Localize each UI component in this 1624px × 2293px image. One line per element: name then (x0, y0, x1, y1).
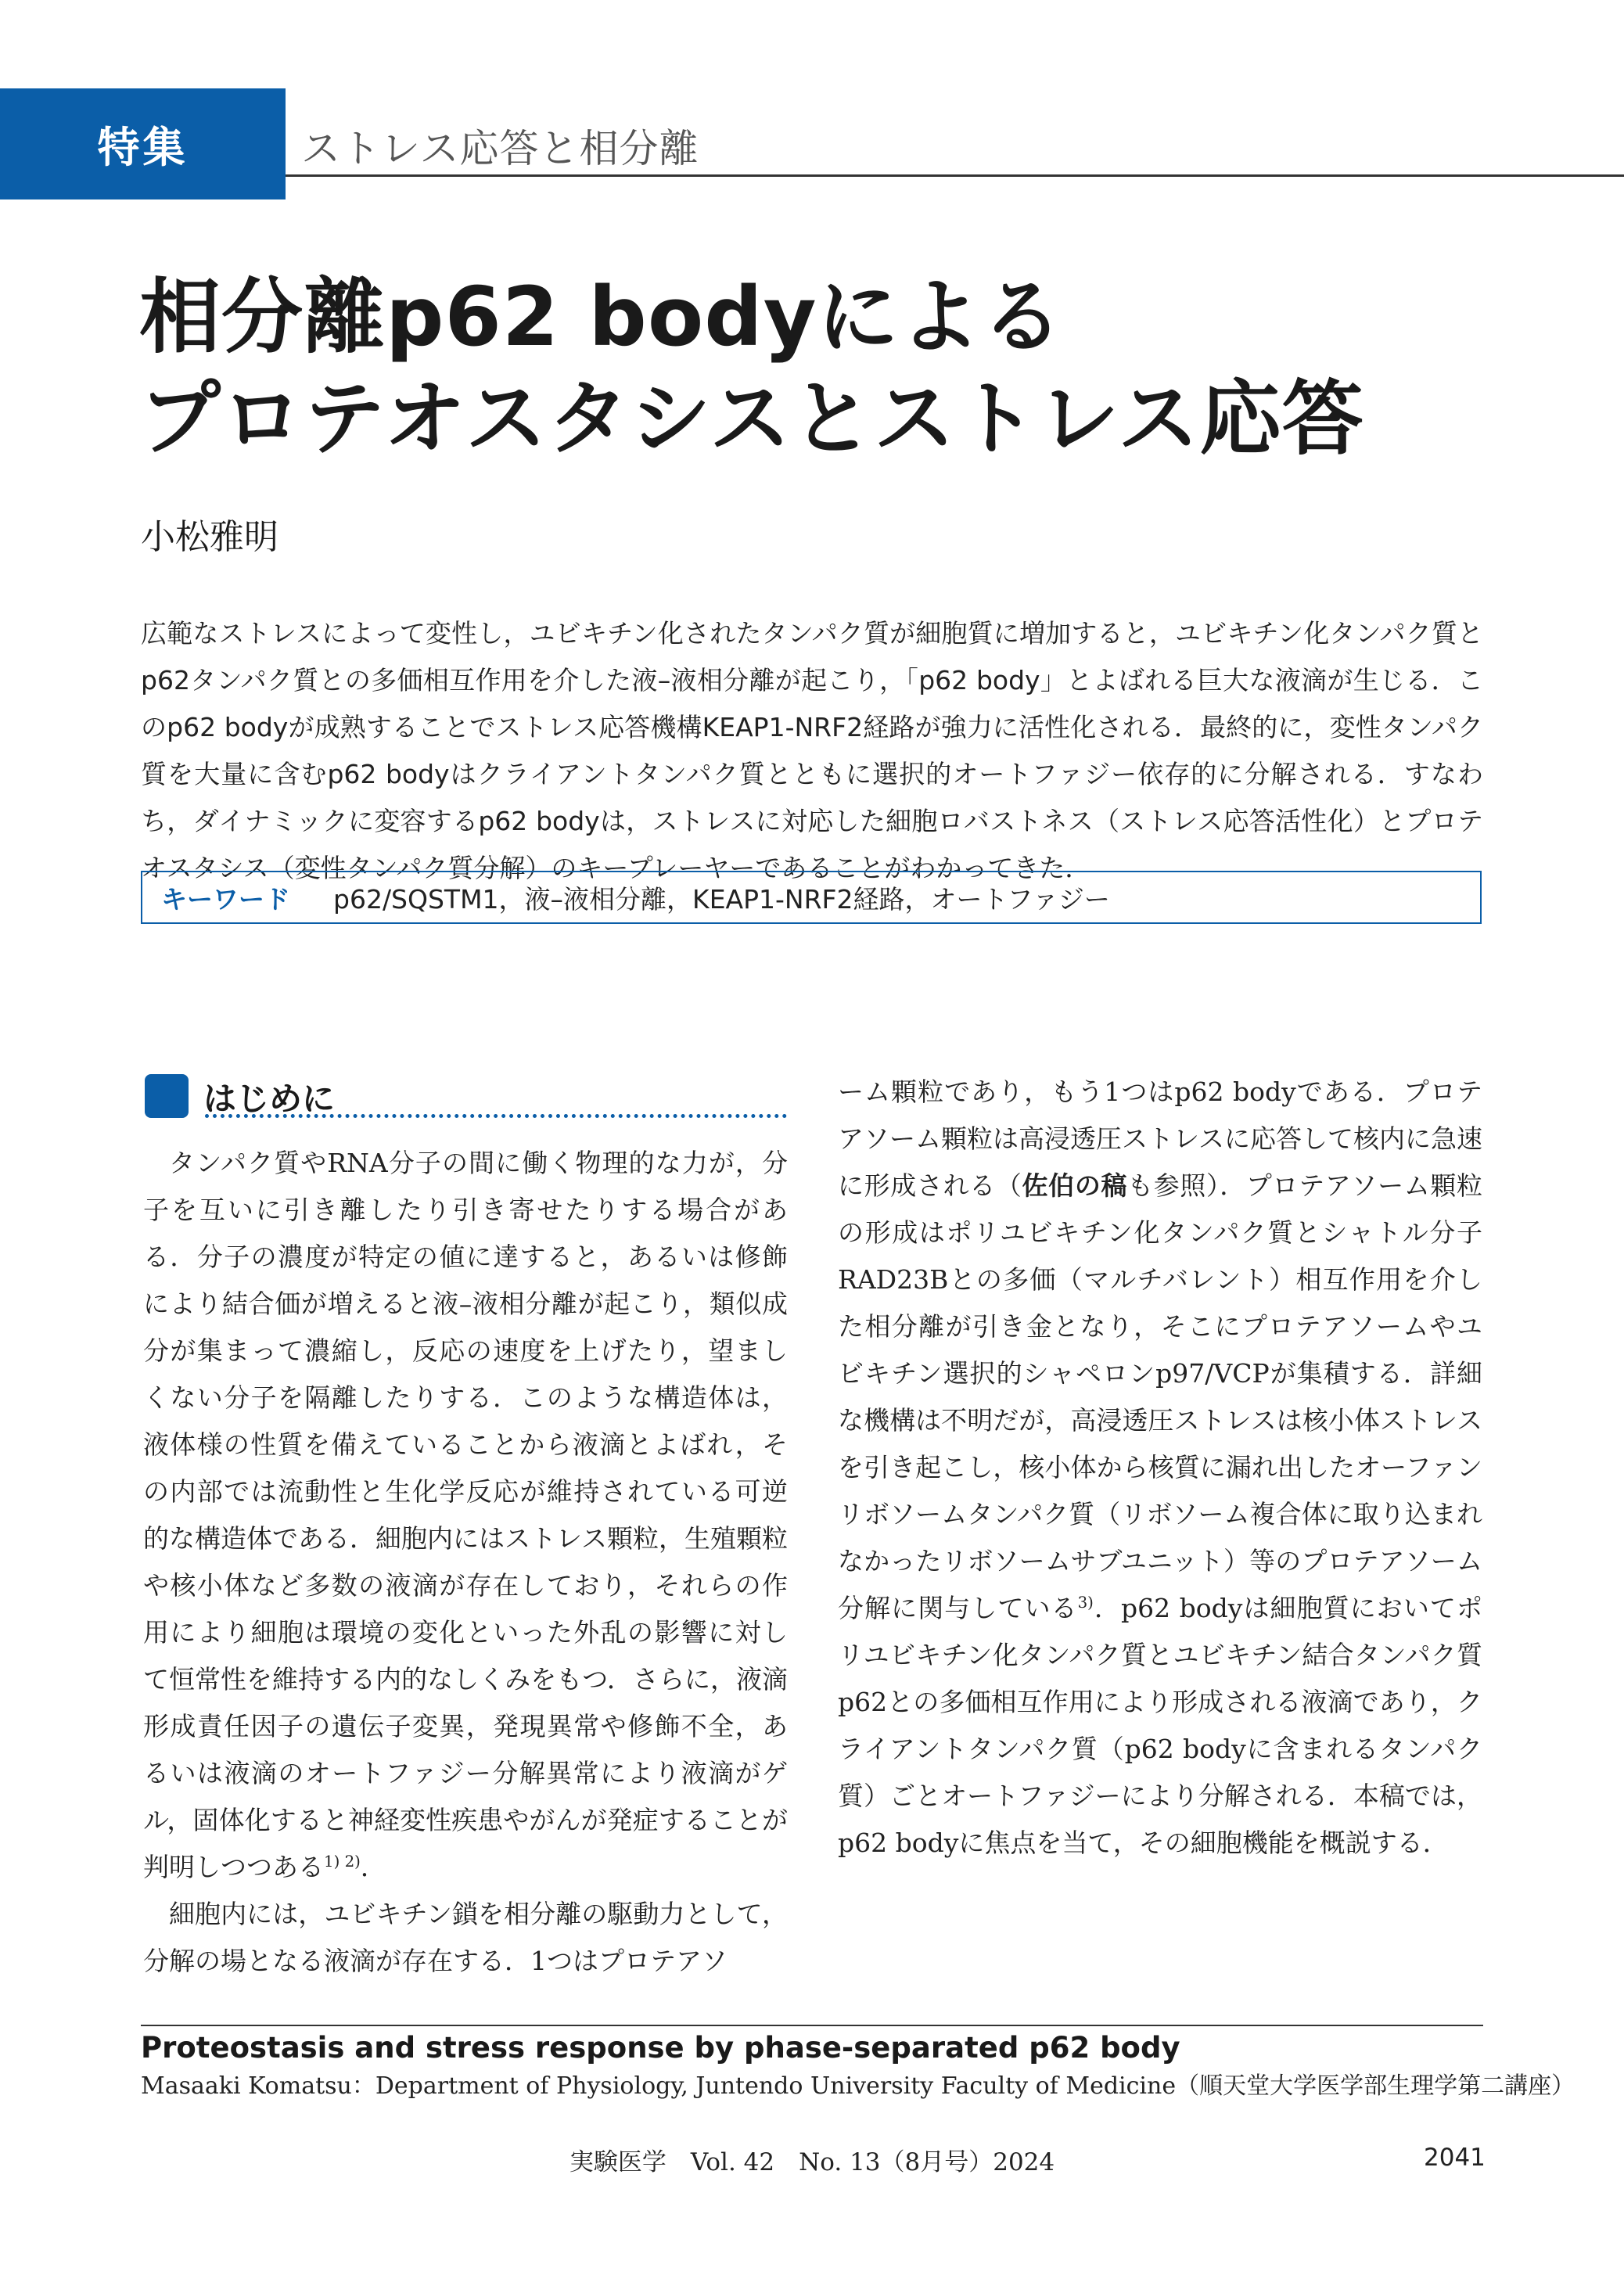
section-heading: はじめに (203, 1080, 336, 1118)
section-tab: 特集 (0, 88, 286, 199)
article-title (139, 266, 1586, 469)
body-text: も参照）．プロテアソーム顆粒の形成はポリユビキチン化タンパク質とシャトル分子RAD23Bとの多価（マルチバレント）相互作用を介した相分離が引き金となり，そこにプロテアソームやユビキチン選択的シャペロンp97/VCPが集積する．詳細な機構は不明だが，高浸透圧ストレスは核小体ストレスを引き起こし，核小体から核質に漏れ出したオーファンリボソームタンパク質（リボソーム複合体に取り込まれなかったリボソームサブユニット）等のプロテアソーム分解に関与している (838, 1170, 1483, 1623)
header-rule (286, 174, 1624, 177)
body-paragraph: 細胞内には，ユビキチン鎖を相分離の駆動力として，分解の場となる液滴が存在する．1つはプロテアソ (143, 1899, 788, 1976)
feature-topic: ストレス応答と相分離 (301, 126, 699, 171)
keywords-label: キーワード (161, 883, 290, 915)
body-paragraph (838, 1069, 1482, 1867)
section-dotted-rule (205, 1114, 787, 1118)
journal-citation: 実験医学 Vol. 42 No. 13（8月号）2024 (569, 2148, 1055, 2176)
citation-ref: 3) (1077, 1594, 1094, 1612)
footer-rule (141, 2025, 1483, 2026)
cross-reference: 佐伯の稿 (1022, 1170, 1128, 1201)
english-title: Proteostasis and stress response by phase-separated p62 body (141, 2031, 1180, 2065)
author-affiliation: Masaaki Komatsu：Department of Physiology, Juntendo University Faculty of Medicine（順天堂大学医学部生理学第二講座） (141, 2072, 1575, 2100)
section-marker-icon (145, 1074, 189, 1118)
article-title-line-1: 相分離p62 bodyによる (139, 269, 1064, 365)
keywords-text: p62/SQSTM1，液–液相分離，KEAP1-NRF2経路，オートファジー (333, 883, 1110, 915)
body-text: ． (360, 1852, 386, 1882)
keywords-box (141, 871, 1482, 924)
body-text: ．p62 bodyは細胞質においてポリユビキチン化タンパク質とユビキチン結合タンパク質p62との多価相互作用により形成される液滴であり，クライアントタンパク質（p62 bodyに含まれるタンパク質）ごとオートファジーにより分解される．本稿では，p62 bodyに焦点を当て，その細胞機能を概説する． (838, 1593, 1482, 1858)
abstract: 広範なストレスによって変性し，ユビキチン化されたタンパク質が細胞質に増加すると，ユビキチン化タンパク質とp62タンパク質との多価相互作用を介した液–液相分離が起こり，「p62 body」とよばれる巨大な液滴が生じる．このp62 bodyが成熟することでストレス応答機構KEAP1-NRF2経路が強力に活性化される．最終的に，変性タンパク質を大量に含むp62 bodyはクライアントタンパク質とともに選択的オートファジー依存的に分解される．すなわち，ダイナミックに変容するp62 bodyは，ストレスに対応した細胞ロバストネス（ストレス応答活性化）とプロテオスタシス（変性タンパク質分解）のキープレーヤーであることがわかってきた． (141, 618, 1483, 883)
body-text: ーム顆粒であり，もう1つはp62 bodyである．プロテアソーム顆粒は高浸透圧ストレスに応答して核内に急速に形成される（ (838, 1076, 1483, 1201)
page-number: 2041 (1424, 2144, 1486, 2172)
body-paragraph (143, 1140, 788, 1891)
body-column-right (838, 1069, 1482, 1867)
body-text: タンパク質やRNA分子の間に働く物理的な力が，分子を互いに引き離したり引き寄せたりする場合がある．分子の濃度が特定の値に達すると，あるいは修飾により結合価が増えると液–液相分離が起こり，類似成分が集まって濃縮し，反応の速度を上げたり，望ましくない分子を隔離したりする．このような構造体は，液体様の性質を備えていることから液滴とよばれ，その内部では流動性と生化学反応が維持されている可逆的な構造体である．細胞内にはストレス顆粒，生殖顆粒や核小体など多数の液滴が存在しており，それらの作用により細胞は環境の変化といった外乱の影響に対して恒常性を維持する内的なしくみをもつ．さらに，液滴形成責任因子の遺伝子変異，発現異常や修飾不全，あるいは液滴のオートファジー分解異常により液滴がゲル，固体化すると神経変性疾患やがんが発症することが判明しつつある (143, 1148, 789, 1882)
article-title-line-2: プロテオスタシスとストレス応答 (139, 371, 1364, 466)
citation-ref: 1) 2) (324, 1853, 361, 1871)
author-name: 小松雅明 (141, 517, 278, 557)
body-column-left (143, 1140, 788, 1985)
